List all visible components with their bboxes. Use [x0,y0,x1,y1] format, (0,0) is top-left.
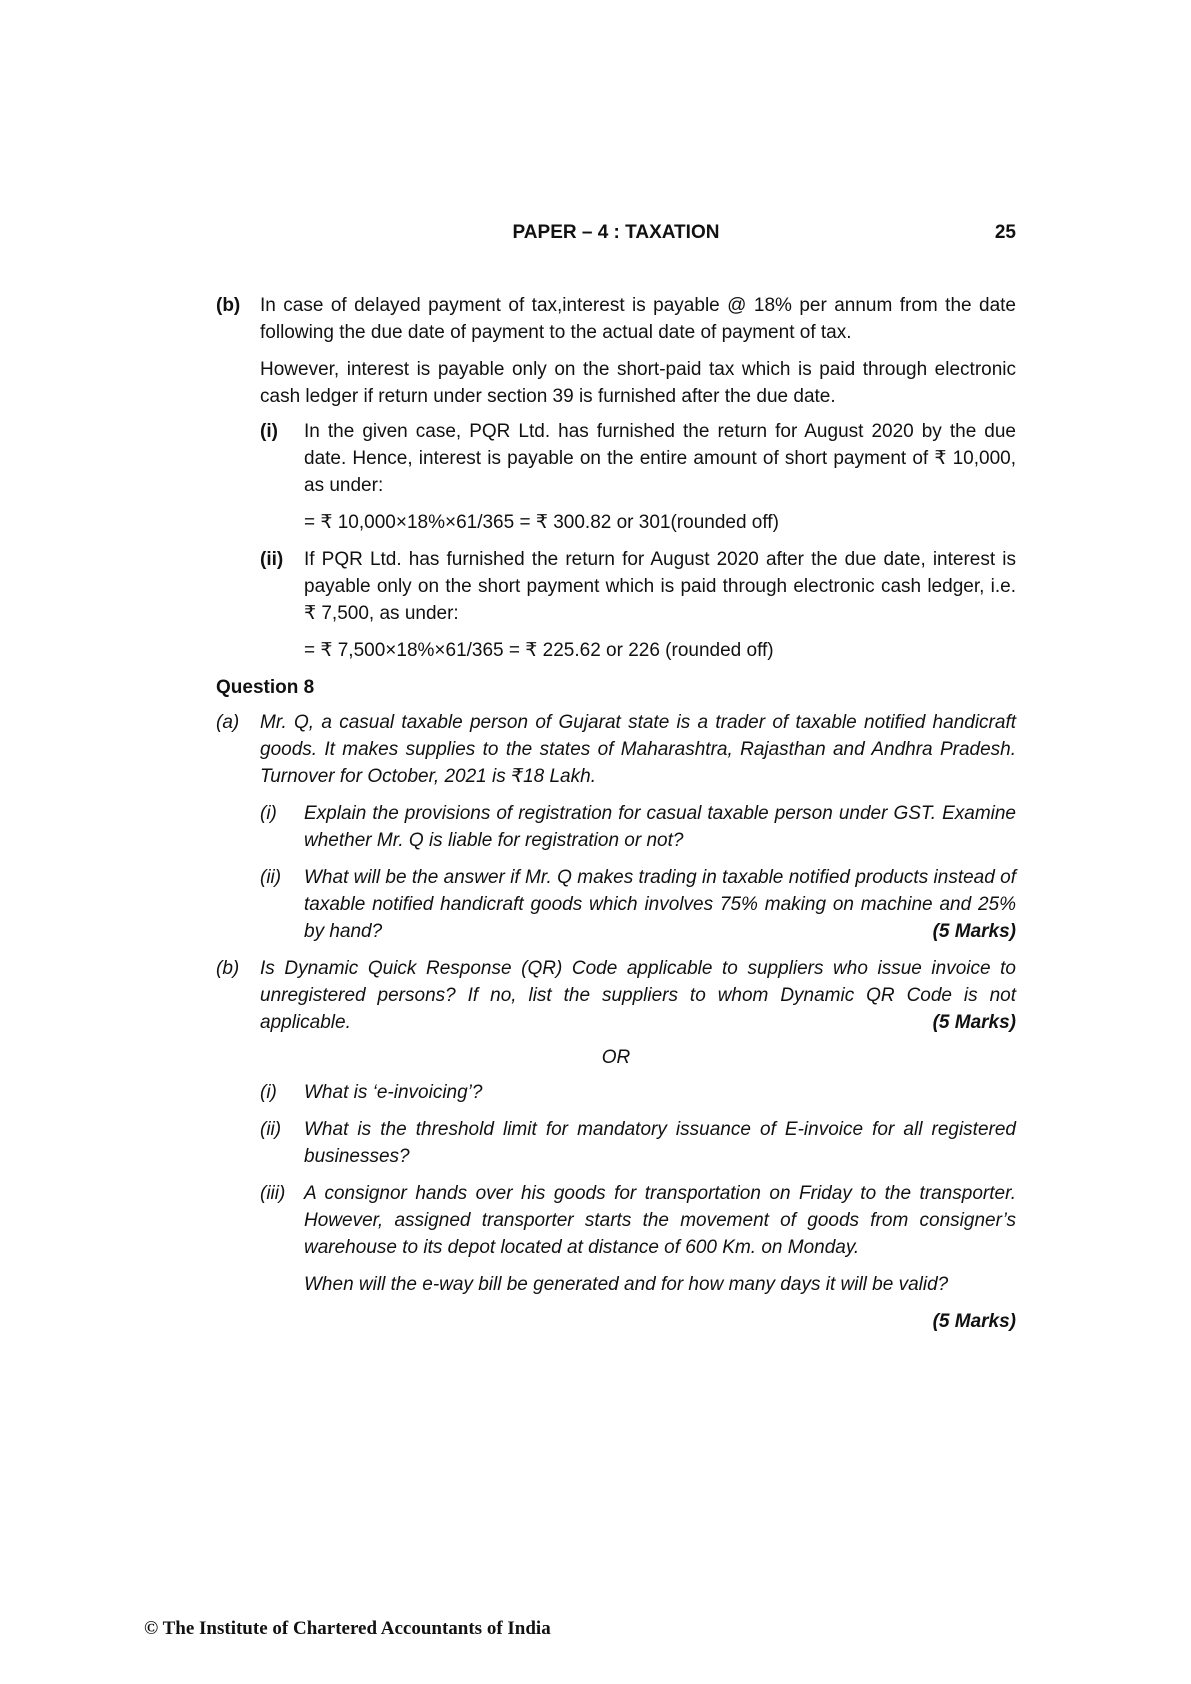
answer-b-para1: In case of delayed payment of tax,interest is payable @ 18% per annum from the date following the due date of payment to the actual date of payment of tax. [260,295,1016,343]
question-8a [216,709,1016,945]
or-i-text: What is ‘e-invoicing’? [304,1082,483,1103]
paper-title: PAPER – 4 : TAXATION [512,222,720,243]
or-iii-followup: When will the e-way bill be generated and for how many days it will be valid? [304,1274,949,1295]
or-i-label: (i) [260,1082,277,1103]
q8b-body: Is Dynamic Quick Response (QR) Code applicable to suppliers who issue invoice to unregistered persons? If no, list the suppliers to whom Dynamic QR Code is not applicable. [260,958,1016,1033]
q8b-label: (b) [216,958,240,979]
answer-b-item-ii [260,546,1016,664]
or-alternative [260,1079,1016,1335]
page-content [216,292,1016,1335]
item-i-calc: = ₹ 10,000×18%×61/365 = ₹ 300.82 or 301(rounded off) [304,512,779,533]
question-8-heading: Question 8 [216,677,315,698]
answer-b-item-i [260,418,1016,536]
item-ii-calc: = ₹ 7,500×18%×61/365 = ₹ 225.62 or 226 (rounded off) [304,640,774,661]
or-item-ii [260,1116,1016,1170]
q8a-ii-text [304,864,1016,945]
question-8b [216,955,1016,1036]
or-iii-text: A consignor hands over his goods for transportation on Friday to the transporter. However, assigned transporter starts the movement of goods from consigner’s warehouse to its depot located at distance of 600 Km. on Monday. [304,1183,1016,1258]
answer-b-para2: However, interest is payable only on the short-paid tax which is paid through electronic cash ledger if return under section 39 is furnished after the due date. [260,359,1016,407]
q8a-label: (a) [216,712,240,733]
q8a-ii-body: What will be the answer if Mr. Q makes trading in taxable notified products instead of taxable notified handicraft goods which involves 75% making on machine and 25% by hand? [304,867,1016,942]
item-i-text: In the given case, PQR Ltd. has furnished the return for August 2020 by the due date. Hence, interest is payable on the entire amount of short payment of ₹ 10,000, as under: [304,421,1016,496]
page-header [216,222,1016,248]
q8a-item-ii [260,864,1016,945]
answer-b-label: (b) [216,295,241,316]
item-ii-text: If PQR Ltd. has furnished the return for August 2020 after the due date, interest is payable only on the short payment which is paid through electronic cash ledger, i.e. ₹ 7,500, as under: [304,549,1016,624]
q8b-marks: (5 Marks) [932,1012,1016,1033]
q8a-i-text: Explain the provisions of registration for casual taxable person under GST. Examine whether Mr. Q is liable for registration or not? [304,803,1016,851]
or-item-iii [260,1180,1016,1298]
q8a-i-label: (i) [260,803,277,824]
item-ii-label: (ii) [260,549,284,570]
q8a-item-i [260,800,1016,854]
q8b-text [260,955,1016,1036]
answer-b [216,292,1016,664]
or-iii-label: (iii) [260,1183,286,1204]
or-divider: OR [601,1047,631,1068]
copyright-footer: © The Institute of Chartered Accountants of India [144,1618,551,1639]
or-ii-label: (ii) [260,1119,282,1140]
page-number: 25 [994,222,1016,243]
or-marks: (5 Marks) [932,1311,1016,1332]
q8a-marks: (5 Marks) [932,921,1016,942]
item-i-label: (i) [260,421,278,442]
or-ii-text: What is the threshold limit for mandatory issuance of E-invoice for all registered businesses? [304,1119,1016,1167]
or-item-i [260,1079,1016,1106]
q8a-text: Mr. Q, a casual taxable person of Gujarat state is a trader of taxable notified handicraft goods. It makes supplies to the states of Maharashtra, Rajasthan and Andhra Pradesh. Turnover for October, 2021 is ₹18 Lakh. [260,712,1016,787]
q8a-ii-label: (ii) [260,867,282,888]
